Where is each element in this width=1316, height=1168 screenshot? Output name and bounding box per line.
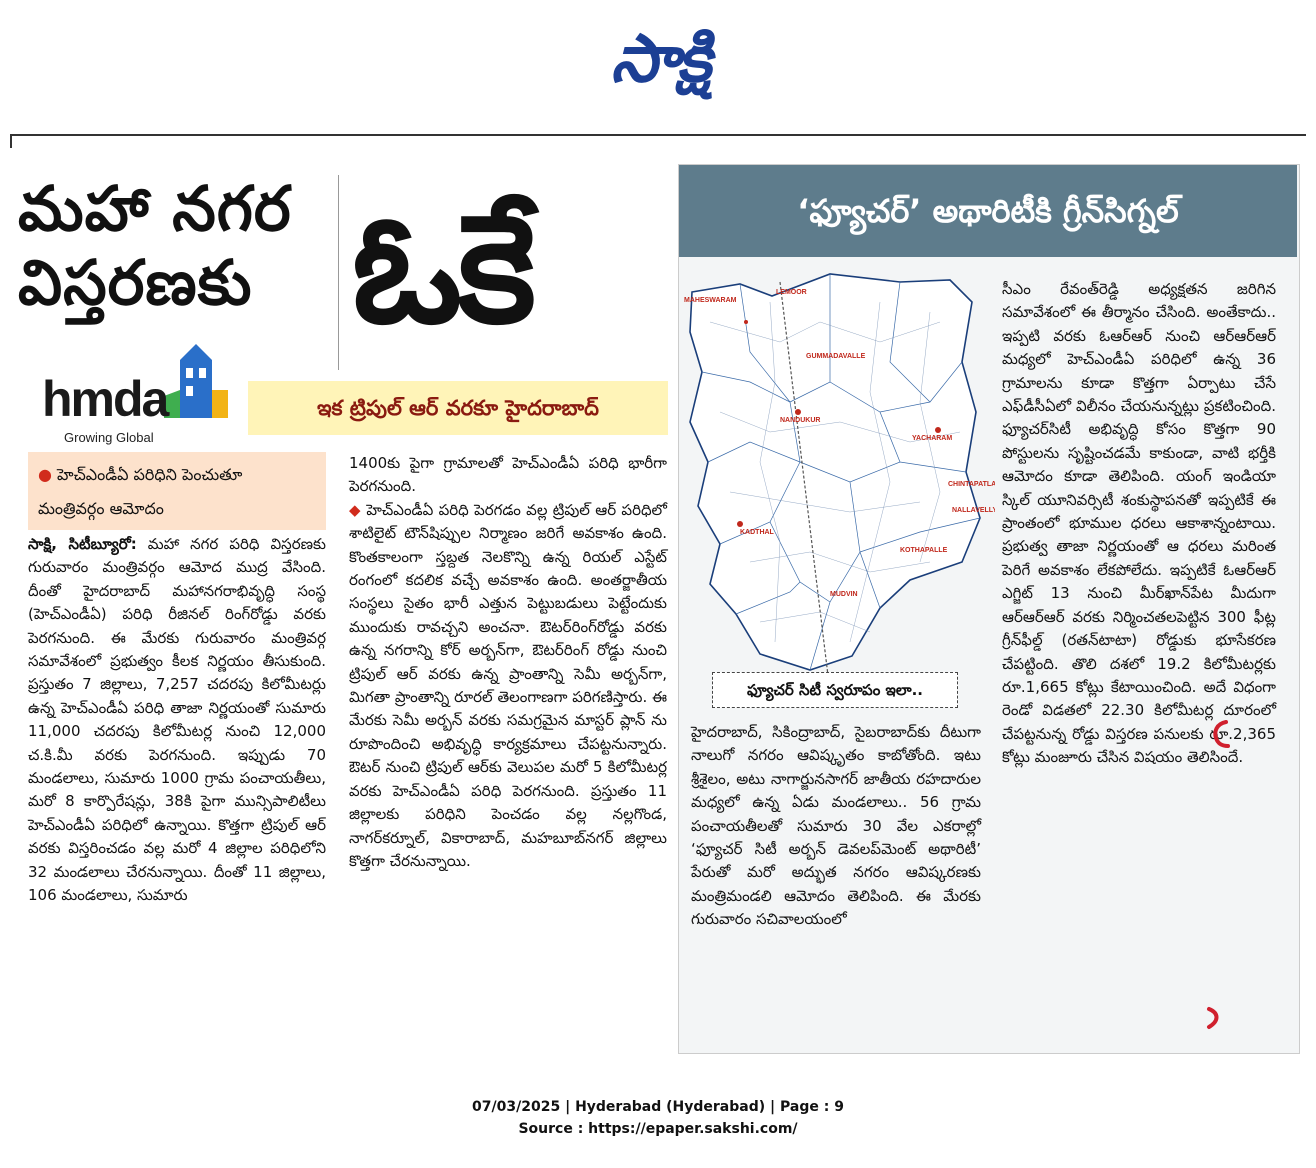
diamond-bullet-icon: ◆ [349,500,362,519]
hmda-logo [42,340,232,450]
map-outline [690,274,980,670]
map-caption: ఫ్యూచర్ సిటీ స్వరూపం ఇలా.. [712,672,958,708]
map-label: NANDUKUR [780,417,821,424]
red-bracket-close-icon [1205,1005,1225,1031]
panel-header [679,165,1297,257]
footer-date-line: 07/03/2025 | Hyderabad (Hyderabad) | Page : 9 [472,1099,844,1115]
sakshi-logo[interactable]: సాక్షి [610,20,710,97]
panel-title: ‘ఫ్యూచర్’ అథారిటీకి గ్రీన్‌సిగ్నల్ [797,192,1179,230]
map-label: KADTHAL [740,529,774,536]
rule-tick [10,134,12,148]
masthead [540,14,780,104]
highlight-line-1: ● హెచ్ఎండీఏ పరిధిని పెంచుతూ [38,465,243,484]
highlight-line-2: మంత్రివర్గం ఆమోదం [38,499,164,518]
map-label: LEMOOR [776,289,807,296]
article-column-1 [28,533,326,908]
footer [0,1096,1316,1140]
column-2-para-2: హెచ్ఎండీఏ పరిధి పెరగడం వల్ల ట్రిపుల్ ఆర్ పరిధిలో శాటిలైట్ టౌన్‌షిప్పుల నిర్మాణం జరిగే అవకాశం ఉంది. కొంతకాలంగా స్తబ్దత నెలకొన్ని ఉన్న రియల్ ఎస్టేట్ రంగంలో కదలిక వచ్చే అవకాశం ఉంది. అంతర్జాతీయ సంస్థలు సైతం భారీ ఎత్తున పెట్టుబడులు పెట్టేందుకు ముందుకు రావచ్చని అంచనా. ఔటర్‌రింగ్‌రోడ్డు వరకు ఉన్న నగరాన్ని కోర్ అర్బన్‌గా, ఔటర్‌రింగ్ రోడ్డు నుంచి ట్రిపుల్ ఆర్ వరకు ఉన్న ప్రాంతాన్ని సెమీ అర్బన్‌గా, మిగతా ప్రాంతాన్ని రూరల్ తెలంగాణగా పరిగణిస్తారు. ఈ మేరకు సెమీ అర్బన్ వరకు సమగ్రమైన మాస్టర్ ప్లాన్ ను రూపొందించి అభివృద్ధి కార్యక్రమాలు చేపట్టనున్నారు. ఔటర్ నుంచి ట్రిపుల్ ఆర్‌కు వెలుపల మరో 5 కిలోమీటర్ల వరకు హెచ్ఎండీఏ పరిధి పెరగనుంది. ప్రస్తుతం 11 జిల్లాలకు పరిధిని పెంచడం వల్ల నల్లగొండ, నాగర్‌కర్నూల్, వికారాబాద్, మహబూబ్‌నగర్ జిల్లాలు కొత్తగా చేరనున్నాయి. [349,500,667,870]
hmda-building-icon [160,340,232,418]
subheadline: ఇక ట్రిపుల్ ఆర్ వరకూ హైదరాబాద్ [317,396,599,420]
headline-big: ఓకే [352,183,532,357]
map-label: GUMMADAVALLE [806,353,866,360]
map-label: KOTHAPALLE [900,547,948,554]
article-column-3: హైదరాబాద్, సికింద్రాబాద్, సైబరాబాద్‌కు దీటుగా నాలుగో నగరం ఆవిష్కృతం కాబోతోంది. ఇటు శ్రీశైలం, అటు నాగార్జునసాగర్ జాతీయ రహదారుల మధ్యలో ఉన్న ఏడు మండలాలు.. 56 గ్రామ పంచాయతీలతో సుమారు 30 వేల ఎకరాల్లో ‘ఫ్యూచర్ సిటీ అర్బన్ డెవలప్‌మెంట్ అథారిటీ’ పేరుతో మరో అద్భుత నగరం ఆవిష్కరణకు మంత్రిమండలి ఆమోదం తెలిపింది. ఈ మేరకు గురువారం సచివాలయంలో [691,723,981,929]
map-graphic [680,262,995,708]
highlight-box [28,452,326,530]
map-label: NALLAVELLY [952,507,995,514]
hmda-tagline: Growing Global [64,430,154,445]
map-label: CHINTAPATLA [948,481,995,488]
future-city-map [680,262,995,708]
article-column-4: సీఎం రేవంత్‌రెడ్డి అధ్యక్షతన జరిగిన సమావేశంలో ఈ తీర్మానం చేసింది. అంతేకాదు.. ఇప్పటి వరకు ఓఆర్ఆర్ నుంచి ఆర్ఆర్ఆర్ మధ్యలో హెచ్ఎండీఏ పరిధిలో ఉన్న 36 గ్రామాలను కూడా కొత్తగా ఏర్పాటు చేసే ఎఫ్‌డీసీఏలో విలీనం చేయనున్నట్లు ప్రకటించింది. ఫ్యూచర్‌సిటీ అభివృద్ధి కోసం కొత్తగా 90 పోస్టులను సృష్టించడమే కాకుండా, వాటి భర్తీకి ఆమోదం కూడా తెలిపింది. యంగ్ ఇండియా స్కిల్ యూనివర్సిటీ శంకుస్థాపనతో ఇప్పటికే ఈ ప్రాంతంలో భూముల ధరలు ఆకాశాన్నంటాయి. ప్రభుత్వ తాజా నిర్ణయంతో ఆ ధరలు మరింత పెరిగే అవకాశం లేకపోలేదు. ఇప్పటికే ఓఆర్ఆర్ ఎగ్జిట్ 13 నుంచి మీర్‌ఖాన్‌పేట మీదుగా ఆర్ఆర్ఆర్ వరకు నిర్మించతలపెట్టిన 300 ఫీట్ల గ్రీన్‌ఫీల్డ్ (రతన్‌టాటా) రోడ్డుకు భూసేకరణ చేపట్టింది. తొలి దశలో 19.2 కిలోమీటర్లకు రూ.1,665 కోట్లు కేటాయించింది. అదే విధంగా రెండో విడతలో 22.30 కిలోమీటర్ల దూరంలో చేపట్టనున్న రోడ్డు విస్తరణ పనులకు రూ.2,365 కోట్లు మంజూరు చేసిన విషయం తెలిసిందే. [1002,280,1276,767]
subheadline-box [248,381,668,435]
map-label: MAHESWARAM [684,297,737,304]
headline-line-2: విస్తరణకు [18,246,253,319]
headline-line-1: మహా నగర [18,172,292,245]
bullet-icon: ● [38,465,58,484]
byline: సాక్షి, సిటీబ్యూరో: [28,535,137,553]
column-1-text: మహా నగర పరిధి విస్తరణకు గురువారం మంత్రివర్గం ఆమోద ముద్ర వేసింది. దీంతో హైదరాబాద్ మహానగరాభివృద్ధి సంస్థ (హెచ్ఎండీఏ) పరిధి రీజినల్ రింగ్‌రోడ్డు వరకు పెరగనుంది. ఈ మేరకు గురువారం మంత్రివర్గ సమావేశంలో ప్రభుత్వం కీలక నిర్ణయం తీసుకుంది. ప్రస్తుతం 7 జిల్లాలు, 7,257 చదరపు కిలోమీటర్లు ఉన్న హెచ్ఎండీఏ పరిధి తాజా నిర్ణయంతో సుమారు 11,000 చదరపు కిలోమీటర్ల నుంచి 12,000 చ.కి.మీ వరకు పెరగనుంది. ఇప్పుడు 70 మండలాలు, సుమారు 1000 గ్రామ పంచాయతీలు, మరో 8 కార్పొరేషన్లు, 38కి పైగా మున్సిపాలిటీలు హెచ్ఎండీఏ పరిధిలో ఉన్నాయి. కొత్తగా ట్రిపుల్ ఆర్ వరకు విస్తరించడం వల్ల మరో 4 జిల్లాల పరిధిలోని 32 మండలాలు చేరనున్నాయి. దీంతో 11 జిల్లాలు, 106 మండలాలు, సుమారు [28,535,326,905]
headline-divider [338,175,339,370]
hmda-wordmark: hmda [42,371,168,427]
map-label: YACHARAM [912,435,953,442]
article-column-2 [349,452,667,873]
footer-source-link[interactable]: Source : https://epaper.sakshi.com/ [518,1121,798,1137]
headline-left [18,172,328,320]
map-label: MUDVIN [830,591,858,598]
masthead-rule [10,134,1306,136]
column-2-para-1: 1400కు పైగా గ్రామాలతో హెచ్ఎండీఏ పరిధి భారీగా పెరగనుంది. [349,454,667,496]
red-bracket-icon [1210,718,1230,754]
